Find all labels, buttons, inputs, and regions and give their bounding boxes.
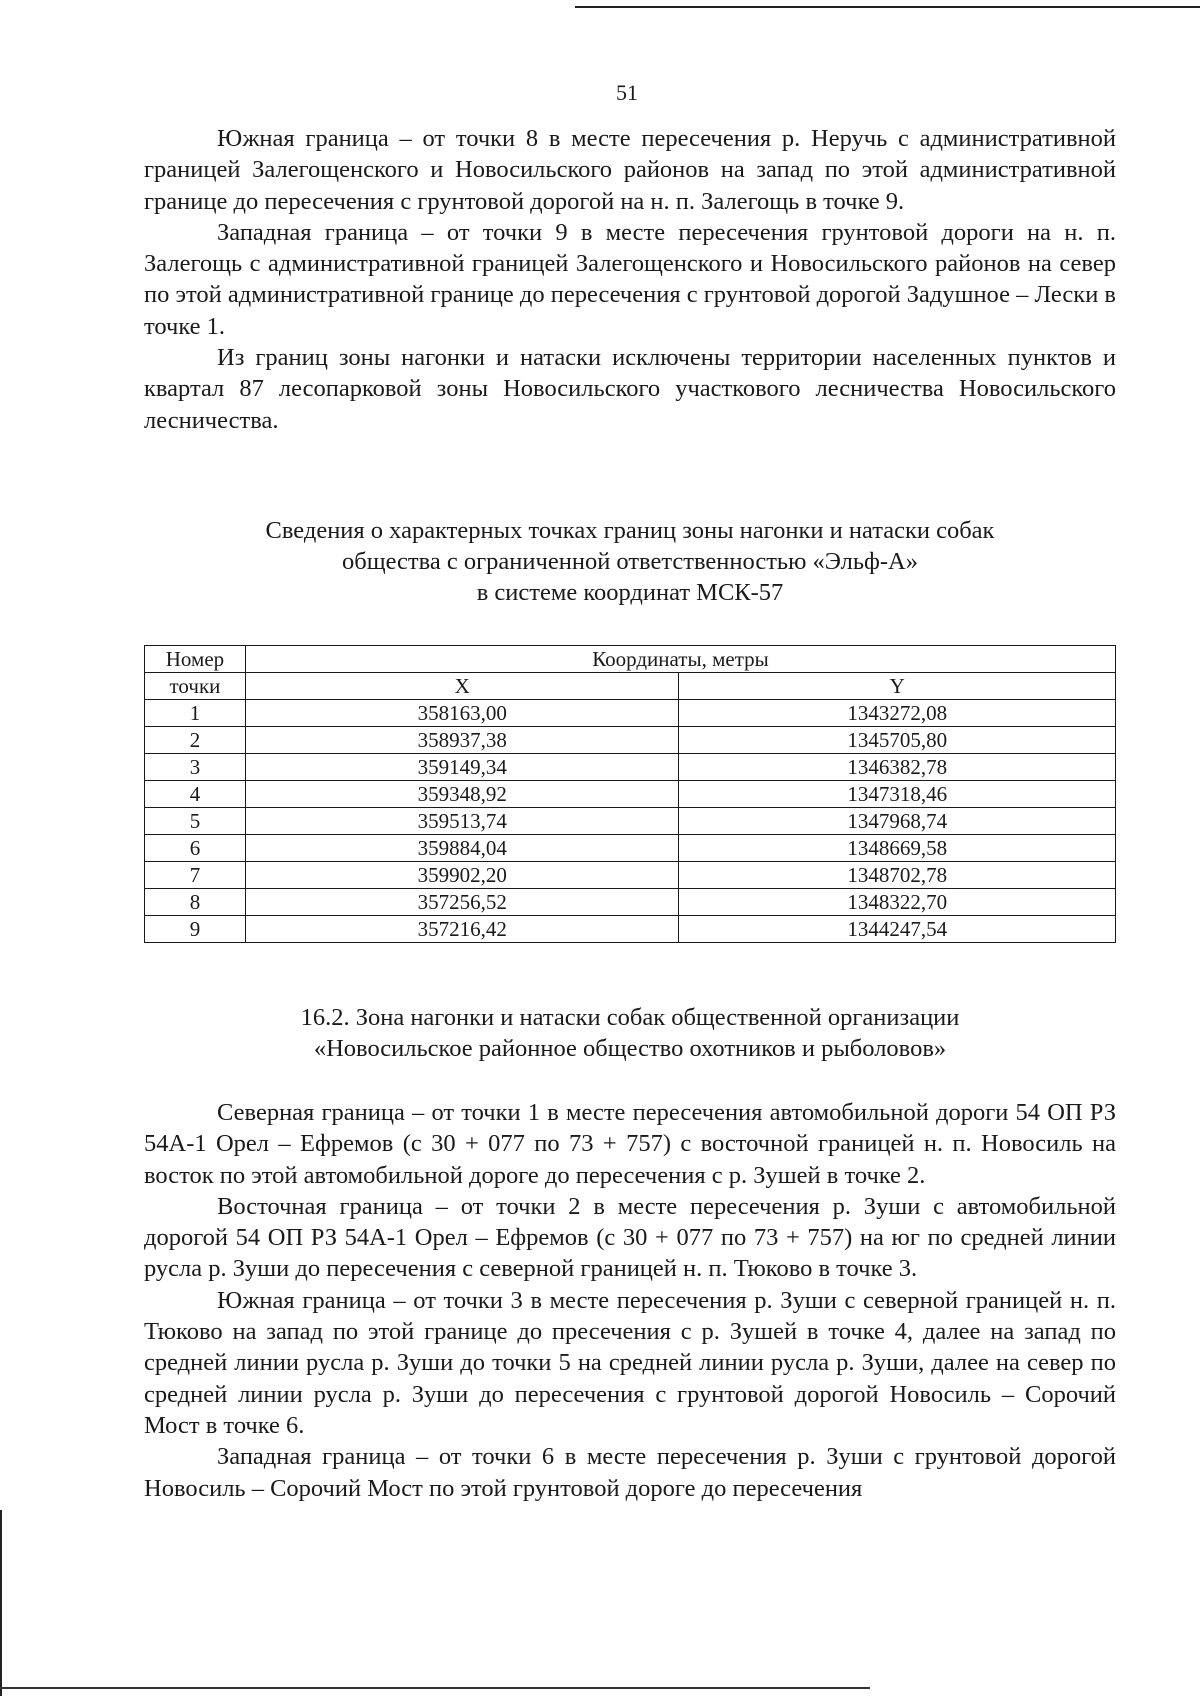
cell-y: 1343272,08 [679,700,1116,727]
header-point-number: Номер [145,646,246,673]
cell-y: 1347968,74 [679,808,1116,835]
paragraph-east-border: Восточная граница – от точки 2 в месте пересечения р. Зуши с автомобильной дорогой 54 ОП РЗ 54А-1 Орел – Ефремов (с 30 + 077 по 73 + 757) на юг по средней линии русла р. Зуши до пересечения с северной границей н. п. Тюково в точке 3. [144,1192,1116,1283]
cell-x: 359149,34 [245,754,679,781]
table-row [145,754,1116,781]
paragraph-exclusions: Из границ зоны нагонки и натаски исключены территории населенных пунктов и квартал 87 лесопарковой зоны Новосильского участкового лесничества Новосильского лесничества. [144,344,1116,434]
table-header-row [145,646,1116,673]
header-point-number-2: точки [145,673,246,700]
cell-point-number: 2 [145,727,246,754]
cell-y: 1348702,78 [679,862,1116,889]
table-caption-line: общества с ограниченной ответственностью «Эльф-А» [341,548,918,575]
paragraph-south-border: Южная граница – от точки 8 в месте пересечения р. Неручь с административной границей Залегощенского и Новосильского районов на запад по этой административной границе до пересечения с грунтовой дорогой на н. п. Залегощь в точке 9. [144,125,1116,215]
table-row [145,700,1116,727]
header-coordinates: Координаты, метры [245,646,1115,673]
table-row [145,889,1116,916]
section2-heading [144,1002,1116,1064]
table-caption [144,515,1116,608]
table-caption-line: в системе координат МСК-57 [476,579,784,606]
paragraph-west-border: Западная граница – от точки 9 в месте пересечения грунтовой дороги на н. п. Залегощь с административной границей Залегощенского и Новосильского районов на север по этой административной границе до пересечения с грунтовой дорогой Задушное – Лески в точке 1. [144,218,1116,340]
table-row [145,781,1116,808]
table-row [145,808,1116,835]
cell-x: 358163,00 [245,700,679,727]
table-row [145,727,1116,754]
cell-point-number: 4 [145,781,246,808]
cell-point-number: 9 [145,916,246,943]
cell-point-number: 8 [145,889,246,916]
scan-edge-left [0,1510,2,1696]
cell-y: 1348669,58 [679,835,1116,862]
table-caption-line: Сведения о характерных точках границ зоны нагонки и натаски собак [265,517,995,544]
header-x: X [245,673,679,700]
scan-edge-top [575,6,1200,8]
cell-x: 359902,20 [245,862,679,889]
cell-x: 359513,74 [245,808,679,835]
section2-text [144,1097,1116,1504]
cell-y: 1346382,78 [679,754,1116,781]
paragraph-south-border-2: Южная граница – от точки 3 в месте пересечения р. Зуши с северной границей н. п. Тюково на запад по этой границе до пресечения с р. Зушей в точке 4, далее на запад по средней линии русла р. Зуши до точки 5 на средней линии русла р. Зуши, далее на север по средней линии русла р. Зуши до пересечения с грунтовой дорогой Новосиль – Сорочий Мост в точке 6. [144,1286,1116,1439]
table-body [145,700,1116,943]
cell-y: 1347318,46 [679,781,1116,808]
table-row [145,916,1116,943]
page-number: 51 [616,80,638,105]
table-row [145,835,1116,862]
section1-text [144,123,1116,436]
paragraph-west-border-2: Западная граница – от точки 6 в месте пересечения р. Зуши с грунтовой дорогой Новосиль – Сорочий Мост по этой грунтовой дороге до пересечения [144,1443,1116,1502]
cell-x: 359884,04 [245,835,679,862]
cell-y: 1345705,80 [679,727,1116,754]
cell-y: 1344247,54 [679,916,1116,943]
cell-x: 357216,42 [245,916,679,943]
cell-point-number: 7 [145,862,246,889]
header-y: Y [679,673,1116,700]
cell-point-number: 5 [145,808,246,835]
cell-point-number: 1 [145,700,246,727]
table-header-row [145,673,1116,700]
section2-heading-line: 16.2. Зона нагонки и натаски собак общественной организации [300,1004,960,1031]
cell-x: 357256,52 [245,889,679,916]
table-row [145,862,1116,889]
cell-x: 358937,38 [245,727,679,754]
scan-edge-bottom [0,1687,870,1689]
cell-x: 359348,92 [245,781,679,808]
cell-point-number: 6 [145,835,246,862]
cell-y: 1348322,70 [679,889,1116,916]
coordinates-table [144,645,1116,943]
cell-point-number: 3 [145,754,246,781]
paragraph-north-border: Северная граница – от точки 1 в месте пересечения автомобильной дороги 54 ОП РЗ 54А-1 Орел – Ефремов (с 30 + 077 по 73 + 757) с восточной границей н. п. Новосиль на восток по этой автомобильной дороге до пересечения с р. Зушей в точке 2. [144,1099,1116,1189]
section2-heading-line: «Новосильское районное общество охотников и рыболовов» [313,1035,947,1062]
